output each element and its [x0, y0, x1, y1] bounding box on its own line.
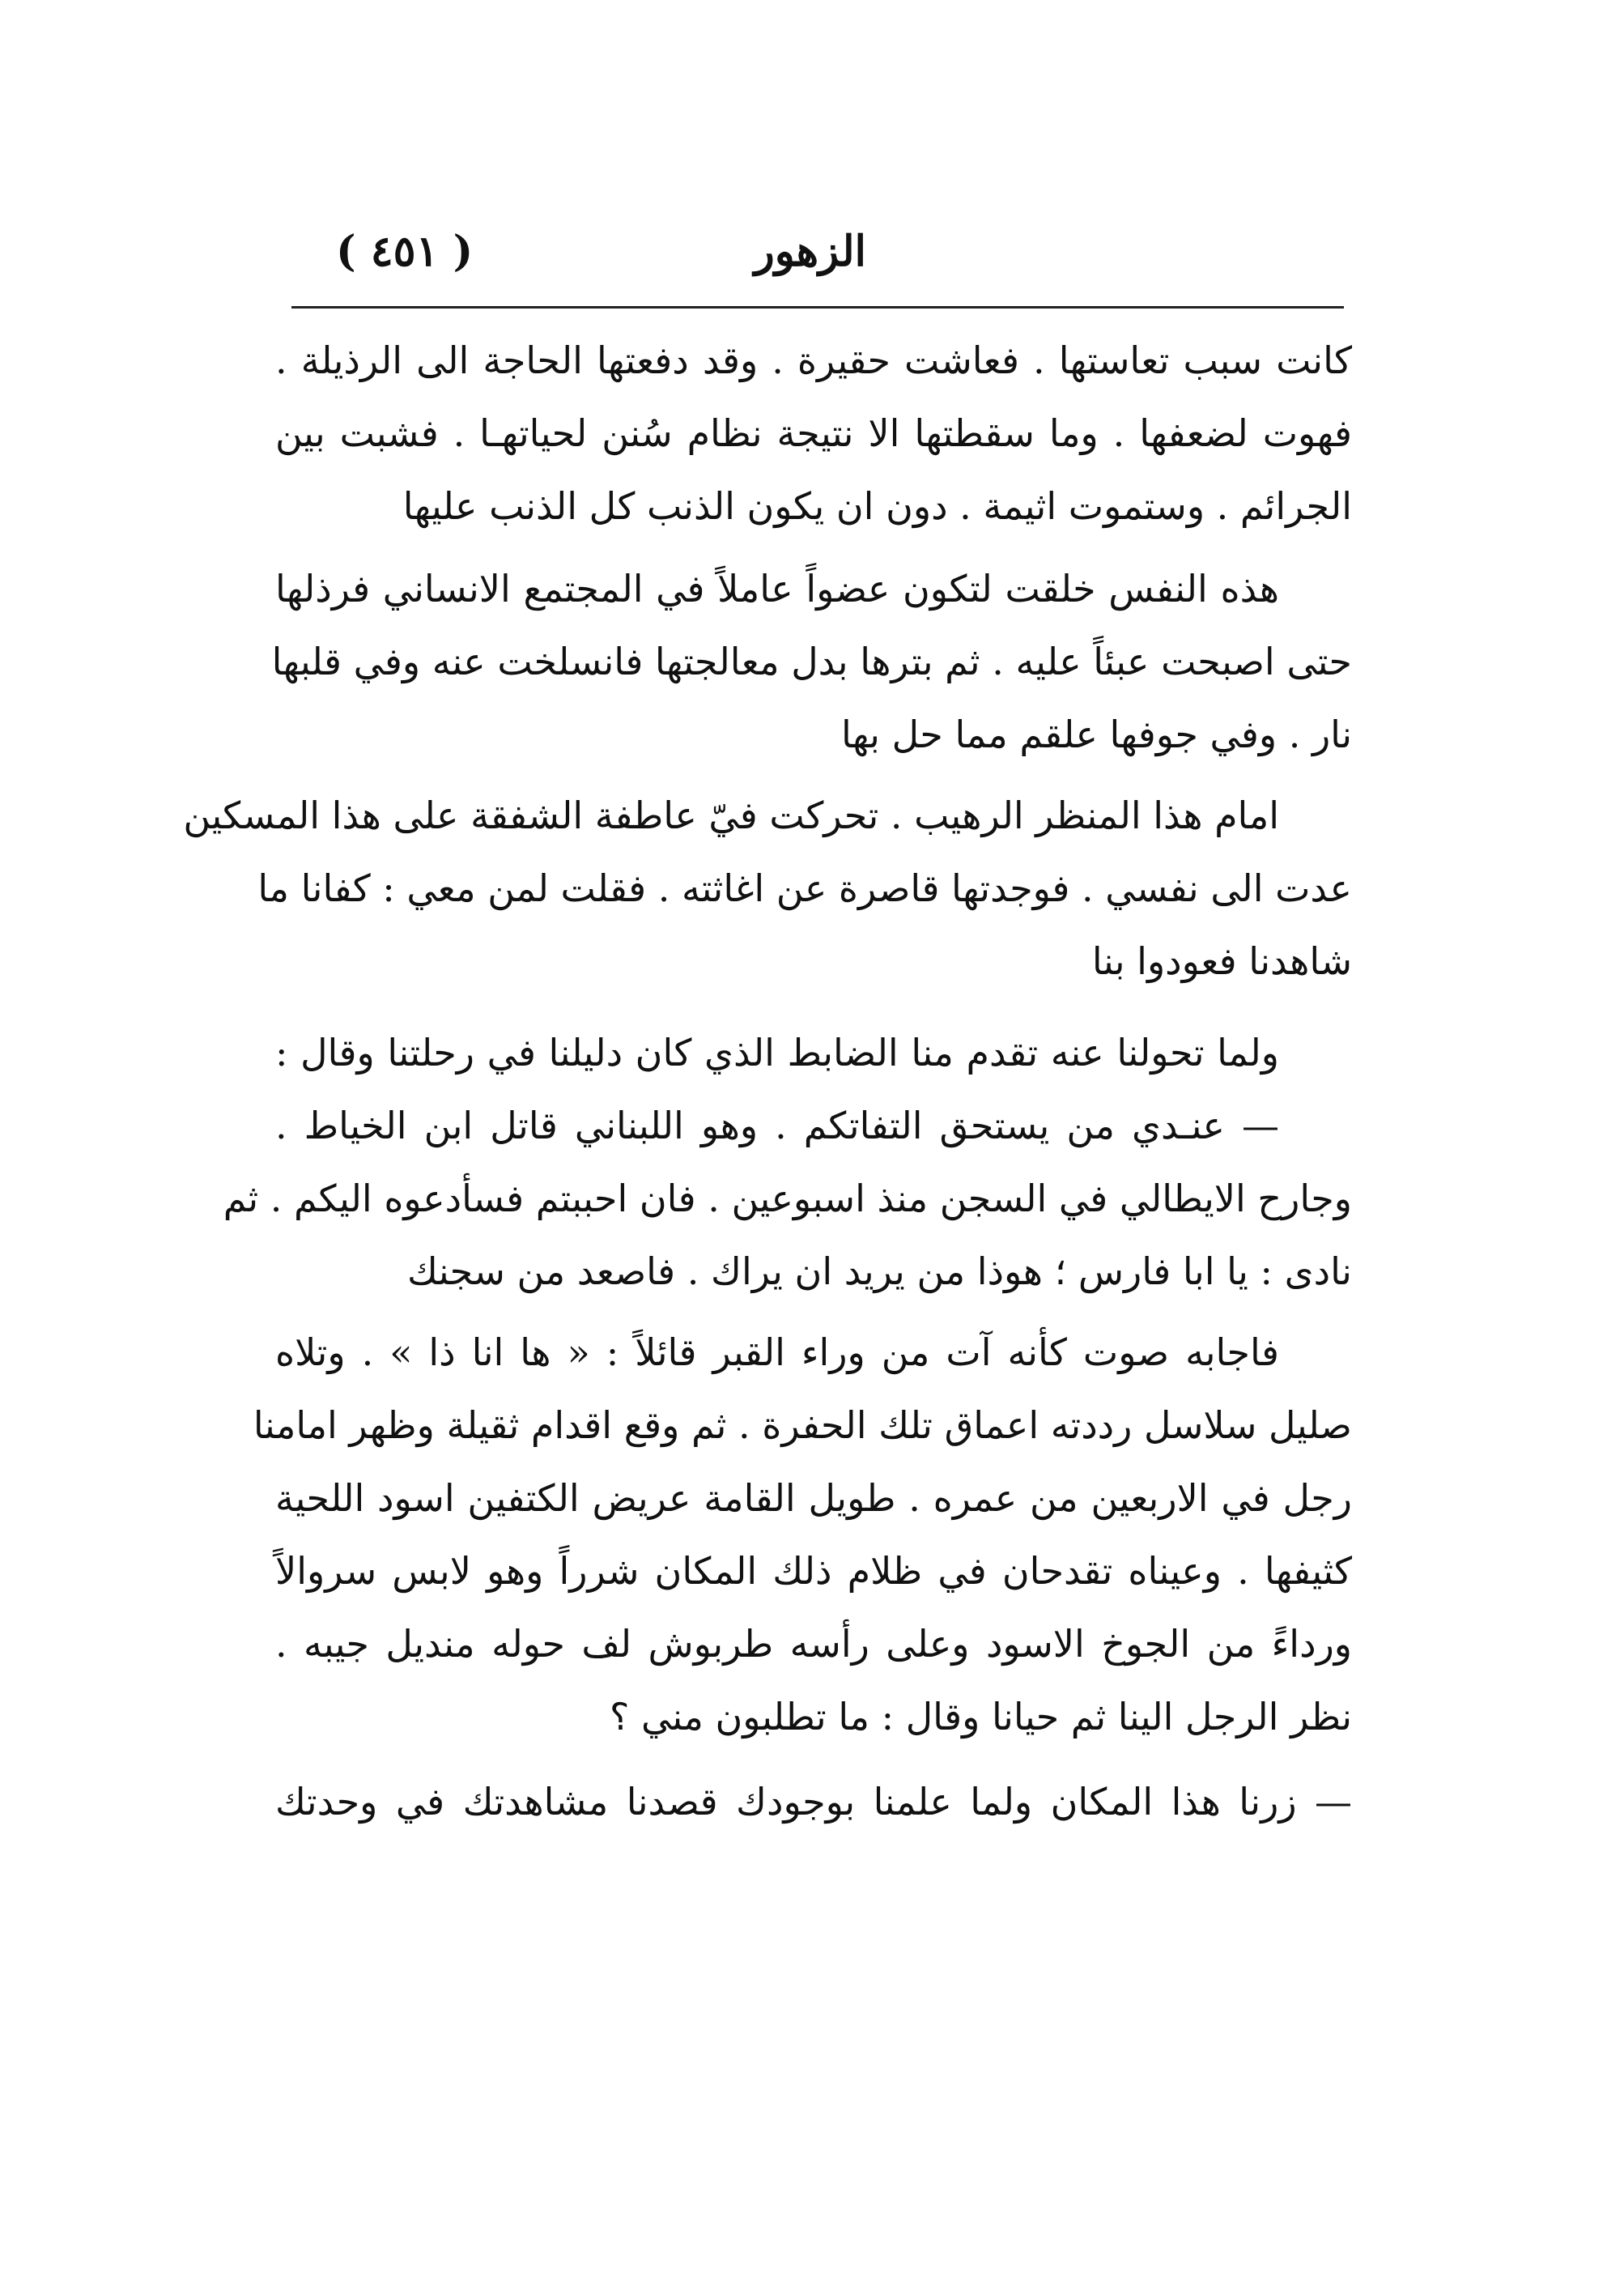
text-line: نادى : يا ابا فارس ؛ هوذا من يريد ان يراك . فاصعد من سجنك — [406, 1249, 1352, 1293]
text-line: شاهدنا فعودوا بنا — [1091, 939, 1352, 983]
text-line: — عنـدي من يستحق التفاتكم . وهو اللبناني قاتل ابن الخياط . — [275, 1104, 1279, 1147]
page-header — [291, 219, 1344, 292]
text-line: حتى اصبحت عبئاً عليه . ثم بترها بدل معالجتها فانسلخت عنه وفي قلبها — [271, 640, 1352, 683]
text-line: هذه النفس خلقت لتكون عضواً عاملاً في المجتمع الانساني فرذلها — [275, 567, 1279, 611]
text-line: — زرنا هذا المكان ولما علمنا بوجودك قصدنا مشاهدتك في وحدتك — [275, 1780, 1352, 1824]
text-line: نار . وفي جوفها علقم مما حل بها — [840, 713, 1352, 756]
text-line: صليل سلاسل رددته اعماق تلك الحفرة . ثم وقع اقدام ثقيلة وظهر امامنا — [253, 1403, 1352, 1447]
header-rule — [291, 306, 1344, 309]
text-line: الجرائم . وستموت اثيمة . دون ان يكون الذنب كل الذنب عليها — [402, 484, 1352, 528]
text-line: كانت سبب تعاستها . فعاشت حقيرة . وقد دفعتها الحاجة الى الرذيلة . — [275, 338, 1352, 382]
text-line: عدت الى نفسي . فوجدتها قاصرة عن اغاثته . فقلت لمن معي : كفانا ما — [257, 866, 1352, 910]
text-line: ولما تحولنا عنه تقدم منا الضابط الذي كان دليلنا في رحلتنا وقال : — [275, 1031, 1279, 1075]
text-line: كثيفها . وعيناه تقدحان في ظلام ذلك المكان شرراً وهو لابس سروالاً — [275, 1549, 1352, 1593]
running-title: الزهور — [754, 227, 866, 276]
text-line: وجارح الايطالي في السجن منذ اسبوعين . فان احببتم فسأدعوه اليكم . ثم — [223, 1177, 1352, 1220]
text-line: فهوت لضعفها . وما سقطتها الا نتيجة نظام سُنن لحياتهـا . فشبت بين — [275, 411, 1352, 455]
text-line: امام هذا المنظر الرهيب . تحركت فيّ عاطفة الشفقة على هذا المسكين — [183, 794, 1279, 837]
page-number: ( ٤٥١ ) — [336, 227, 474, 276]
text-line: فاجابه صوت كأنه آت من وراء القبر قائلاً : « ها انا ذا » . وتلاه — [275, 1330, 1279, 1374]
text-line: نظر الرجل الينا ثم حيانا وقال : ما تطلبون مني ؟ — [610, 1695, 1352, 1739]
text-line: رجل في الاربعين من عمره . طويل القامة عريض الكتفين اسود اللحية — [275, 1476, 1352, 1520]
text-line: ورداءً من الجوخ الاسود وعلى رأسه طربوش لف حوله منديل جيبه . — [275, 1622, 1352, 1666]
